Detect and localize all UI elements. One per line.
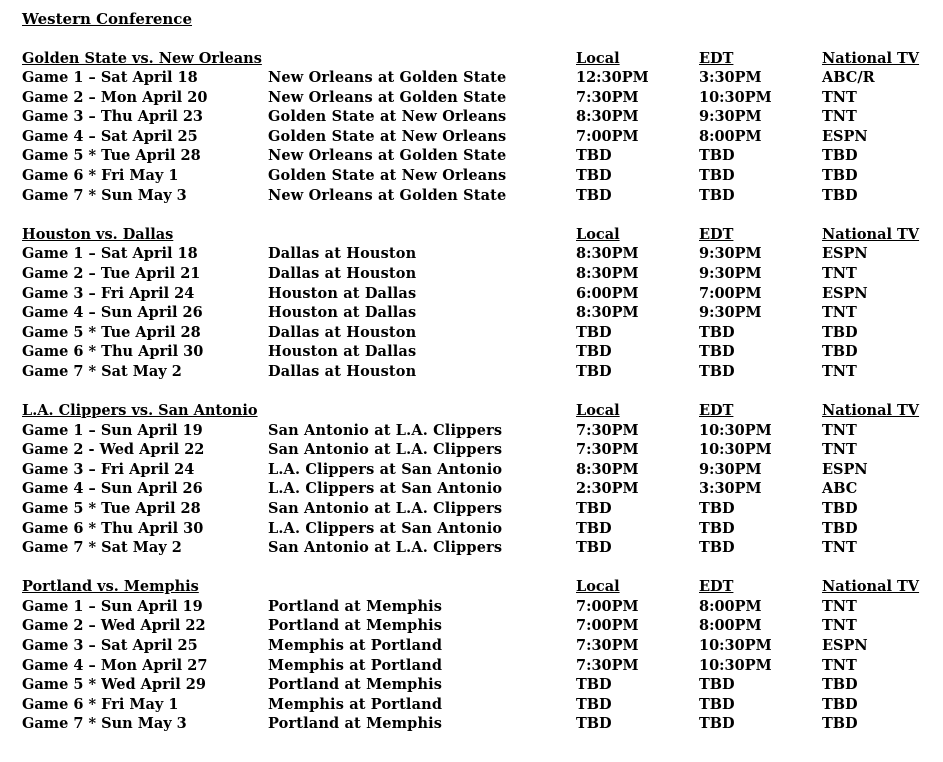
column-header-edt: EDT [699,49,734,67]
game-label: Game 2 – Wed April 22 [22,617,206,635]
edt-time: TBD [699,186,735,204]
national-tv: TNT [822,88,857,106]
game-label: Game 7 * Sun May 3 [22,186,187,204]
local-time: TBD [576,539,612,557]
local-time: TBD [576,676,612,694]
national-tv: ESPN [822,284,868,302]
game-row [22,695,937,715]
national-tv: TBD [822,715,858,733]
matchup: New Orleans at Golden State [268,69,507,87]
local-time: 7:30PM [576,637,639,655]
game-row [22,323,937,343]
column-header-edt: EDT [699,578,734,596]
game-row [22,88,937,108]
local-time: TBD [576,362,612,380]
edt-time: TBD [699,519,735,537]
national-tv: ABC [822,480,858,498]
national-tv: TBD [822,147,858,165]
national-tv: TNT [822,597,857,615]
edt-time: TBD [699,499,735,517]
game-label: Game 1 – Sun April 19 [22,597,203,615]
local-time: 7:30PM [576,656,639,674]
game-label: Game 2 – Tue April 21 [22,264,201,282]
series-block [22,401,937,558]
series-block [22,49,937,206]
game-row [22,342,937,362]
local-time: TBD [576,323,612,341]
game-row [22,303,937,323]
game-row [22,166,937,186]
local-time: 8:30PM [576,108,639,126]
game-row [22,421,937,441]
local-time: TBD [576,186,612,204]
game-label: Game 5 * Tue April 28 [22,323,201,341]
matchup: Portland at Memphis [268,617,443,635]
edt-time: 10:30PM [699,656,772,674]
series-name: Portland vs. Memphis [22,578,199,596]
matchup: Dallas at Houston [268,264,417,282]
national-tv: ESPN [822,245,868,263]
edt-time: 7:00PM [699,284,762,302]
series-block [22,225,937,382]
matchup: San Antonio at L.A. Clippers [268,421,503,439]
local-time: 6:00PM [576,284,639,302]
matchup: L.A. Clippers at San Antonio [268,480,503,498]
game-row [22,107,937,127]
edt-time: 10:30PM [699,421,772,439]
national-tv: TNT [822,656,857,674]
matchup: Portland at Memphis [268,597,443,615]
game-row [22,616,937,636]
matchup: San Antonio at L.A. Clippers [268,441,503,459]
matchup: New Orleans at Golden State [268,186,507,204]
game-row [22,284,937,304]
series-name: Houston vs. Dallas [22,225,174,243]
game-label: Game 1 – Sun April 19 [22,421,203,439]
series-name: Golden State vs. New Orleans [22,49,262,67]
edt-time: 8:00PM [699,127,762,145]
edt-time: 8:00PM [699,597,762,615]
matchup: L.A. Clippers at San Antonio [268,460,503,478]
game-row [22,597,937,617]
national-tv: TNT [822,617,857,635]
edt-time: TBD [699,695,735,713]
game-row [22,440,937,460]
column-header-edt: EDT [699,225,734,243]
national-tv: ESPN [822,127,868,145]
series-name: L.A. Clippers vs. San Antonio [22,402,258,419]
local-time: 8:30PM [576,304,639,322]
matchup: San Antonio at L.A. Clippers [268,539,503,557]
edt-time: TBD [699,362,735,380]
column-header-local: Local [576,578,620,596]
matchup: Golden State at New Orleans [268,127,507,145]
edt-time: TBD [699,323,735,341]
game-label: Game 5 * Tue April 28 [22,499,201,517]
edt-time: 8:00PM [699,617,762,635]
local-time: 7:00PM [576,617,639,635]
game-row [22,244,937,264]
game-label: Game 1 – Sat April 18 [22,69,198,87]
game-row [22,636,937,656]
series-block [22,577,937,734]
game-label: Game 4 – Sun April 26 [22,480,203,498]
national-tv: TBD [822,519,858,537]
game-row [22,127,937,147]
game-row [22,499,937,519]
conference-title: Western Conference [22,10,192,28]
matchup: Houston at Dallas [268,304,417,322]
game-label: Game 4 – Mon April 27 [22,656,208,674]
national-tv: TNT [822,108,857,126]
matchup: Memphis at Portland [268,637,443,655]
matchup: New Orleans at Golden State [268,88,507,106]
local-time: TBD [576,519,612,537]
edt-time: TBD [699,539,735,557]
matchup: Golden State at New Orleans [268,108,507,126]
matchup: Houston at Dallas [268,284,417,302]
matchup: Memphis at Portland [268,656,443,674]
edt-time: 3:30PM [699,480,762,498]
game-row [22,656,937,676]
game-row [22,186,937,206]
game-label: Game 2 – Mon April 20 [22,88,208,106]
national-tv: TBD [822,695,858,713]
matchup: Dallas at Houston [268,362,417,380]
local-time: 7:30PM [576,88,639,106]
game-row [22,146,937,166]
matchup: Dallas at Houston [268,323,417,341]
series-header-row [22,225,937,245]
schedule-document [22,10,937,754]
edt-time: TBD [699,147,735,165]
matchup: Portland at Memphis [268,715,443,733]
local-time: TBD [576,147,612,165]
national-tv: TNT [822,362,857,380]
game-row [22,362,937,382]
edt-time: 10:30PM [699,637,772,655]
edt-time: TBD [699,167,735,185]
national-tv: TNT [822,539,857,557]
game-label: Game 6 * Fri May 1 [22,695,179,713]
game-label: Game 7 * Sat May 2 [22,539,182,557]
column-header-edt: EDT [699,402,734,419]
national-tv: TBD [822,167,858,185]
game-label: Game 6 * Thu April 30 [22,343,204,361]
local-time: 8:30PM [576,460,639,478]
local-time: 7:00PM [576,127,639,145]
game-label: Game 4 – Sun April 26 [22,304,203,322]
matchup: L.A. Clippers at San Antonio [268,519,503,537]
game-label: Game 3 – Thu April 23 [22,108,204,126]
game-label: Game 7 * Sun May 3 [22,715,187,733]
national-tv: TNT [822,264,857,282]
game-row [22,68,937,88]
national-tv: ABC/R [822,69,875,87]
edt-time: 3:30PM [699,69,762,87]
local-time: 7:00PM [576,597,639,615]
edt-time: 9:30PM [699,108,762,126]
edt-time: 9:30PM [699,264,762,282]
national-tv: ESPN [822,637,868,655]
column-header-local: Local [576,402,620,419]
national-tv: TBD [822,499,858,517]
edt-time: TBD [699,343,735,361]
matchup: Dallas at Houston [268,245,417,263]
game-row [22,519,937,539]
national-tv: TBD [822,343,858,361]
series-header-row [22,49,937,69]
game-row [22,264,937,284]
column-header-national-tv: National TV [822,578,920,596]
local-time: TBD [576,695,612,713]
national-tv: TNT [822,441,857,459]
local-time: 8:30PM [576,264,639,282]
series-list [22,49,937,735]
game-row [22,460,937,480]
game-row [22,675,937,695]
game-label: Game 3 – Sat April 25 [22,637,198,655]
column-header-national-tv: National TV [822,49,920,67]
game-row [22,479,937,499]
game-label: Game 2 - Wed April 22 [22,441,205,459]
matchup: Memphis at Portland [268,695,443,713]
game-label: Game 4 – Sat April 25 [22,127,198,145]
game-label: Game 6 * Thu April 30 [22,519,204,537]
column-header-national-tv: National TV [822,225,920,243]
matchup: Portland at Memphis [268,676,443,694]
matchup: San Antonio at L.A. Clippers [268,499,503,517]
local-time: 12:30PM [576,69,649,87]
edt-time: TBD [699,715,735,733]
series-header-row [22,401,937,421]
local-time: TBD [576,343,612,361]
national-tv: TBD [822,676,858,694]
local-time: 7:30PM [576,421,639,439]
edt-time: 10:30PM [699,441,772,459]
matchup: Houston at Dallas [268,343,417,361]
game-row [22,714,937,734]
local-time: 7:30PM [576,441,639,459]
local-time: 8:30PM [576,245,639,263]
matchup: New Orleans at Golden State [268,147,507,165]
column-header-local: Local [576,49,620,67]
game-row [22,538,937,558]
local-time: 2:30PM [576,480,639,498]
game-label: Game 7 * Sat May 2 [22,362,182,380]
game-label: Game 1 – Sat April 18 [22,245,198,263]
edt-time: 9:30PM [699,304,762,322]
local-time: TBD [576,499,612,517]
matchup: Golden State at New Orleans [268,167,507,185]
game-label: Game 3 – Fri April 24 [22,284,195,302]
column-header-national-tv: National TV [822,402,920,419]
column-header-local: Local [576,225,620,243]
local-time: TBD [576,167,612,185]
national-tv: TBD [822,323,858,341]
national-tv: TBD [822,186,858,204]
local-time: TBD [576,715,612,733]
edt-time: TBD [699,676,735,694]
edt-time: 9:30PM [699,245,762,263]
edt-time: 10:30PM [699,88,772,106]
national-tv: TNT [822,421,857,439]
national-tv: ESPN [822,460,868,478]
game-label: Game 3 – Fri April 24 [22,460,195,478]
edt-time: 9:30PM [699,460,762,478]
game-label: Game 6 * Fri May 1 [22,167,179,185]
national-tv: TNT [822,304,857,322]
game-label: Game 5 * Wed April 29 [22,676,206,694]
game-label: Game 5 * Tue April 28 [22,147,201,165]
series-header-row [22,577,937,597]
